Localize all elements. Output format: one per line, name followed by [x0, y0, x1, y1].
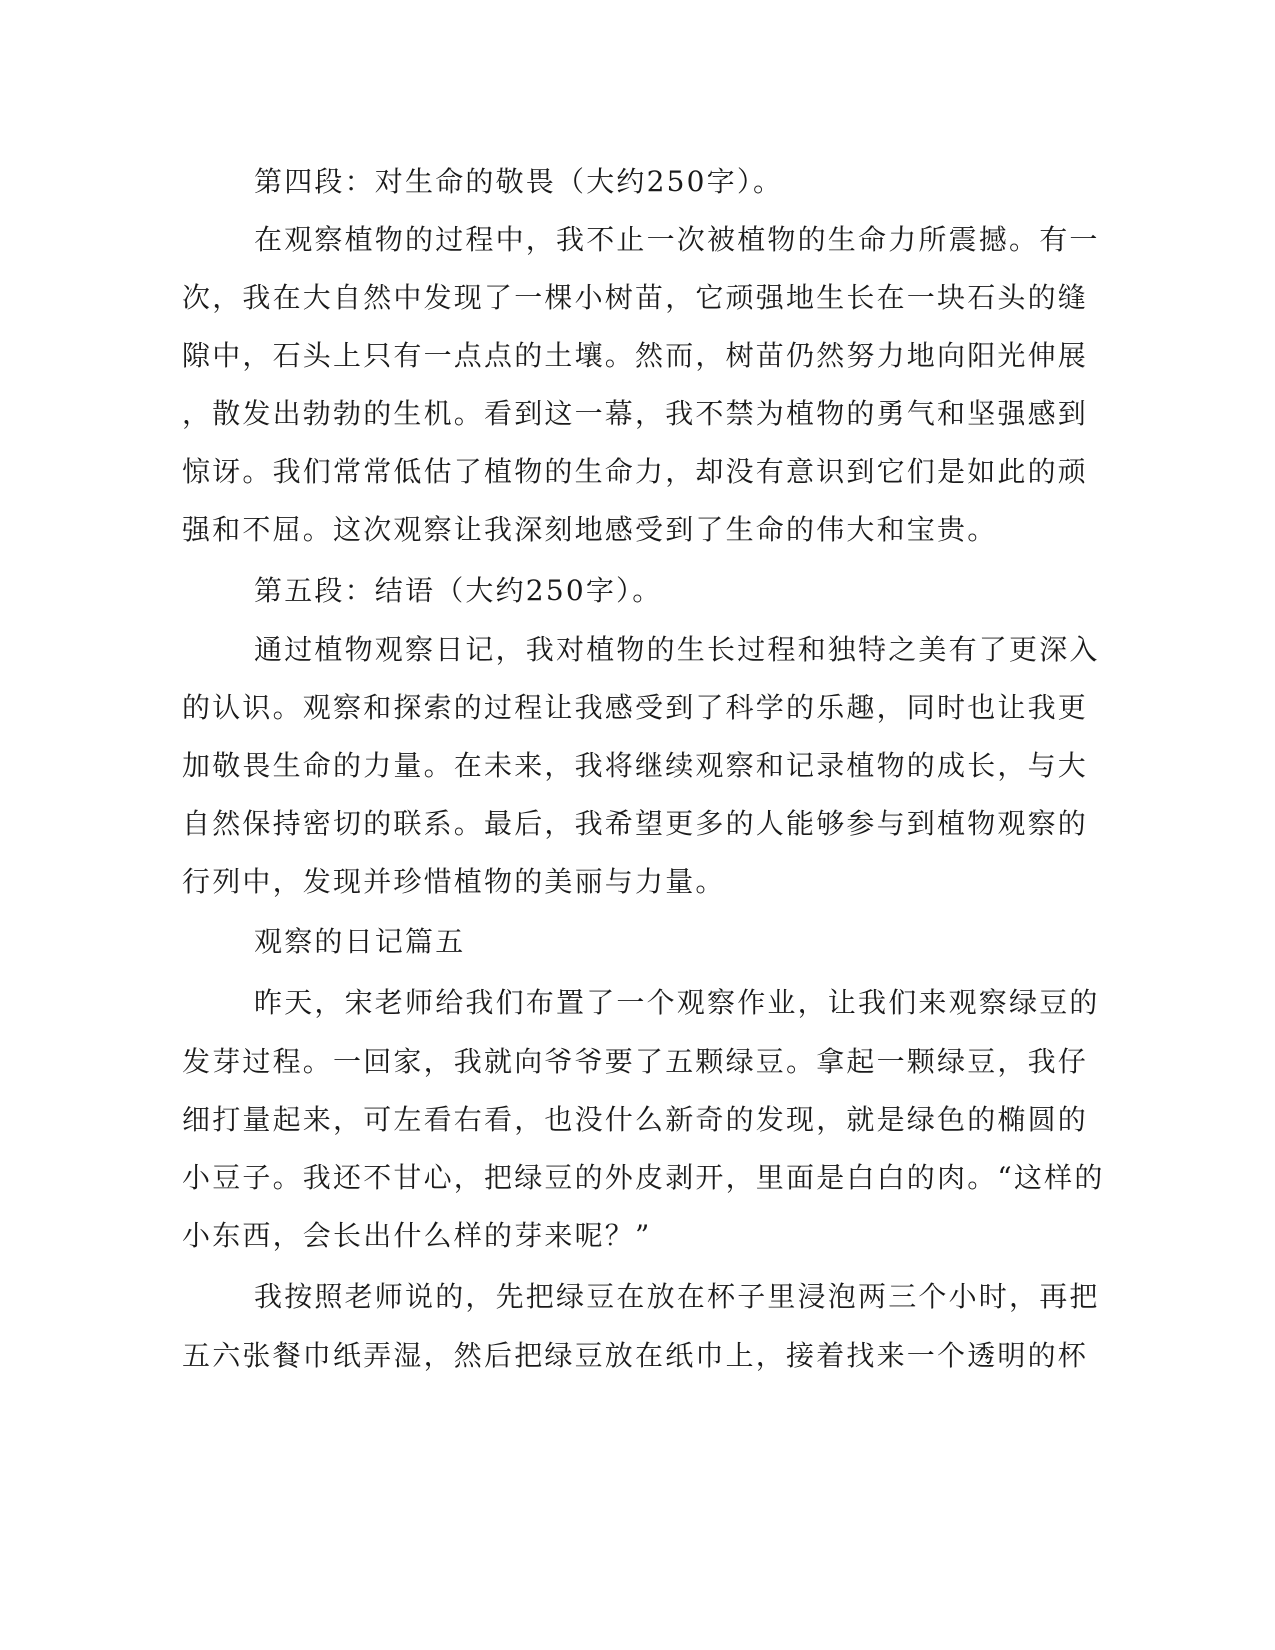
text-line: 加敬畏生命的力量。在未来，我将继续观察和记录植物的成长，与大: [182, 749, 1089, 782]
text-line: 我按照老师说的，先把绿豆在放在杯子里浸泡两三个小时，再把: [254, 1280, 1100, 1313]
section-heading-five: 第五段：结语（大约250字）。: [254, 574, 663, 607]
text-line: 小东西，会长出什么样的芽来呢？”: [182, 1219, 652, 1252]
text-line: 的认识。观察和探索的过程让我感受到了科学的乐趣，同时也让我更: [182, 691, 1089, 724]
text-line: 在观察植物的过程中，我不止一次被植物的生命力所震撼。有一: [254, 223, 1100, 256]
text-line: 隙中，石头上只有一点点的土壤。然而，树苗仍然努力地向阳光伸展: [182, 339, 1089, 372]
text-line: 次，我在大自然中发现了一棵小树苗，它顽强地生长在一块石头的缝: [182, 281, 1089, 314]
text-line: 昨天，宋老师给我们布置了一个观察作业，让我们来观察绿豆的: [254, 986, 1100, 1019]
text-line: 小豆子。我还不甘心，把绿豆的外皮剥开，里面是白白的肉。“这样的: [182, 1161, 1105, 1194]
chapter-title: 观察的日记篇五: [254, 925, 466, 958]
section-heading-four: 第四段：对生命的敬畏（大约250字）。: [254, 165, 784, 198]
text-line: 发芽过程。一回家，我就向爷爷要了五颗绿豆。拿起一颗绿豆，我仔: [182, 1045, 1089, 1078]
text-line: 惊讶。我们常常低估了植物的生命力，却没有意识到它们是如此的顽: [182, 455, 1089, 488]
text-line: 细打量起来，可左看右看，也没什么新奇的发现，就是绿色的椭圆的: [182, 1103, 1089, 1136]
text-line: 强和不屈。这次观察让我深刻地感受到了生命的伟大和宝贵。: [182, 513, 998, 546]
text-line: 行列中，发现并珍惜植物的美丽与力量。: [182, 865, 726, 898]
text-line: 五六张餐巾纸弄湿，然后把绿豆放在纸巾上，接着找来一个透明的杯: [182, 1339, 1089, 1372]
text-line: ，散发出勃勃的生机。看到这一幕，我不禁为植物的勇气和坚强感到: [182, 397, 1089, 430]
text-line: 自然保持密切的联系。最后，我希望更多的人能够参与到植物观察的: [182, 807, 1089, 840]
text-line: 通过植物观察日记，我对植物的生长过程和独特之美有了更深入: [254, 633, 1100, 666]
